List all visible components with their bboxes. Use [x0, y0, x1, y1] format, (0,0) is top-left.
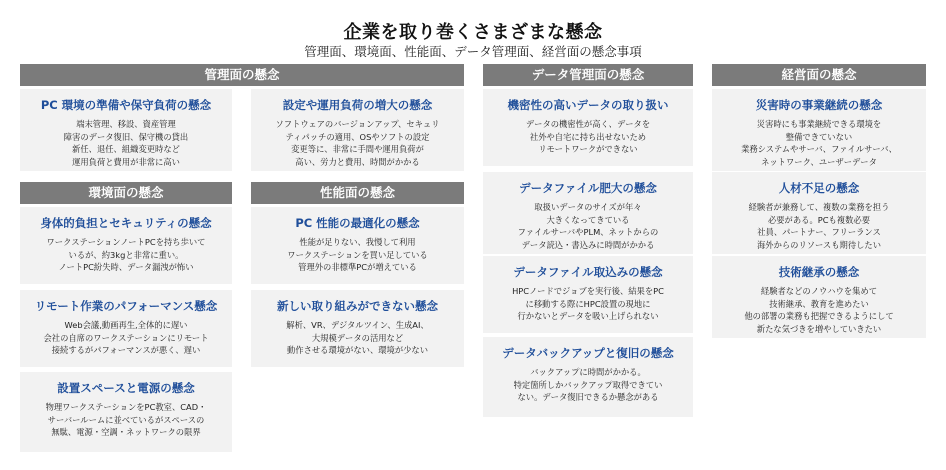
concern-card-skills	[712, 256, 926, 338]
section-header-management: 管理面の懸念	[20, 64, 464, 86]
card-title: 機密性の高いデータの取り扱い	[507, 98, 669, 112]
card-body: 取扱いデータのサイズが年々 大きくなってきている ファイルサーバやPLM、ネットからの データ読込・書込みに時間がかかる	[517, 202, 659, 250]
concern-card-space	[20, 372, 232, 452]
section-header-data: データ管理面の懸念	[483, 64, 693, 86]
concern-card-pc-performance	[251, 207, 464, 284]
card-body: Web会議,動画再生,全体的に遅い 会社の自席のワークステーションにリモート 接続するがパフォーマンスが悪く、遅い	[43, 320, 209, 356]
card-body: 端末管理、移設、資産管理 障害のデータ復旧、保守機の貸出 新任、退任、組織変更時など 運用負荷と費用が非常に高い	[63, 119, 189, 167]
concern-card-confidential	[483, 89, 693, 166]
concern-card-file-size	[483, 172, 693, 254]
section-header-environment: 環境面の懸念	[20, 182, 232, 204]
card-title: 技術継承の懸念	[778, 265, 860, 279]
card-body: バックアップに時間がかかる。 特定箇所しかバックアップ取得できてい ない。データ復旧できるか懸念がある	[513, 367, 663, 403]
card-title: 人材不足の懸念	[778, 181, 860, 195]
page-subtitle: 管理面、環境面、性能面、データ管理面、経営面の懸念事項	[304, 44, 642, 59]
card-title: 設定や運用負荷の増大の懸念	[282, 98, 433, 112]
card-title: リモート作業のパフォーマンス懸念	[34, 299, 218, 313]
concern-card-settings	[251, 89, 464, 171]
card-title: 災害時の事業継続の懸念	[755, 98, 883, 112]
card-title: 新しい取り組みができない懸念	[277, 299, 438, 313]
section-header-performance: 性能面の懸念	[251, 182, 464, 204]
card-body: データの機密性が高く、データを 社外や自宅に持ち出せないため リモートワークができない	[525, 119, 651, 155]
card-title: 設置スペースと電源の懸念	[57, 381, 195, 395]
concern-card-backup	[483, 337, 693, 417]
card-body: ソフトウェアのバージョンアップ、セキュリ ティパッチの適用、OSやソフトの設定 変更等に、非常に手間や運用負荷が 高い、労力と費用、時間がかかる	[275, 119, 440, 167]
card-title: PC 環境の準備や保守負荷の懸念	[40, 98, 212, 112]
card-title: データバックアップと復旧の懸念	[502, 346, 674, 360]
card-body: 性能が足りない、我慢して利用 ワークステーションを買い足している 管理外の非標準PCが増えている	[287, 237, 428, 273]
card-body: HPCノードでジョブを実行後、結果をPC に移動する際にHPC設置の現地に 行かないとデータを吸い上げられない	[512, 286, 664, 322]
concern-card-disaster	[712, 89, 926, 171]
concern-card-file-load	[483, 256, 693, 333]
card-title: 身体的負担とセキュリティの懸念	[40, 216, 212, 230]
card-body: 物理ワークステーションをPC教室、CAD・ サーバールームに並べているがスペースの 無駄、電源・空調・ネットワークの限界	[45, 402, 207, 438]
concern-card-remote	[20, 290, 232, 367]
section-header-business: 経営面の懸念	[712, 64, 926, 86]
card-title: データファイル取込みの懸念	[513, 265, 663, 279]
page-title: 企業を取り巻くさまざまな懸念	[343, 22, 603, 43]
concern-card-new-work	[251, 290, 464, 367]
card-title: PC 性能の最適化の懸念	[295, 216, 420, 230]
card-body: 災害時にも事業継続できる環境を 整備できていない 業務システムやサーバ、ファイルサーバ、 ネットワーク、ユーザーデータ	[741, 119, 897, 167]
concern-card-staff	[712, 172, 926, 254]
card-body: 経験者などのノウハウを集めて 技術継承、教育を進めたい 他の部署の業務も把握できるようにして 新たな気づきを増やしていきたい	[744, 286, 894, 334]
concern-card-pc-environment	[20, 89, 232, 171]
concern-card-physical	[20, 207, 232, 284]
card-body: 経験者が兼務して、複数の業務を担う 必要がある。PCも複数必要 社員、パートナー、フリーランス 海外からのリソースも期待したい	[748, 202, 890, 250]
card-body: 解析、VR、デジタルツイン、生成AI、 大規模データの活用など 動作させる環境がない、環境が少ない	[286, 320, 429, 356]
card-body: ワークステーションノートPCを持ち歩いて いるが、約3kgと非常に重い。 ノートPC紛失時、データ漏洩が怖い	[46, 237, 206, 273]
card-title: データファイル肥大の懸念	[519, 181, 657, 195]
